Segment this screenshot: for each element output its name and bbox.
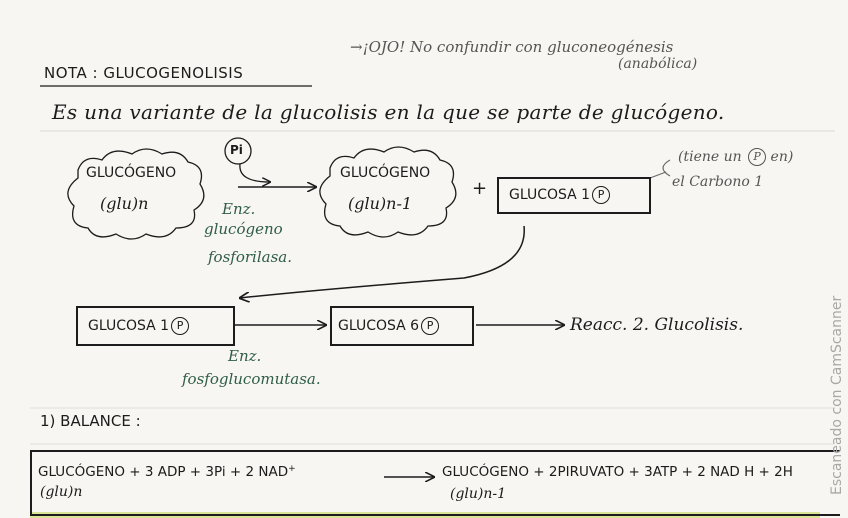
reactant-name: GLUCÓGENO <box>86 165 177 181</box>
phosphate-icon-2: P <box>171 317 189 335</box>
warning-note-sub: (anabólica) <box>618 56 698 72</box>
balance-heading: 1) BALANCE : <box>40 412 141 430</box>
balance-right-formula: (glu)n-1 <box>450 486 507 502</box>
row2-result: Reacc. 2. Glucolisis. <box>570 315 744 335</box>
row2-glucose-6p-box <box>330 306 474 346</box>
balance-right: GLUCÓGENO + 2PIRUVATO + 3ATP + 2 NAD H + 2H <box>442 464 793 480</box>
balance-left: GLUCÓGENO + 3 ADP + 3Pi + 2 NAD <box>38 464 289 480</box>
product-name: GLUCÓGENO <box>340 165 431 181</box>
side-note-2: el Carbono 1 <box>672 174 764 190</box>
camscanner-watermark: Escaneado con CamScanner <box>829 295 845 495</box>
side-note-1b: en) <box>770 149 794 165</box>
phosphate-icon-note: P <box>748 148 766 166</box>
product-cloud <box>320 147 456 237</box>
warning-note: →¡OJO! No confundir con gluconeogénesis <box>350 38 674 56</box>
reactant-formula: (glu)n <box>100 194 149 213</box>
side-note-1: (tiene un <box>678 149 742 165</box>
row2-glucose-1p-label: GLUCOSA 1 <box>88 318 170 334</box>
enzyme1-name: glucógeno <box>204 220 283 238</box>
row2-glucose-6p-label: GLUCOSA 6 <box>338 318 420 334</box>
plus-sign: + <box>472 178 488 199</box>
glucose-1p-label: GLUCOSA 1 <box>509 187 591 203</box>
enzyme1-abbrev: Enz. <box>222 200 256 218</box>
pi-label: Pi <box>230 143 243 157</box>
note-title: NOTA : GLUCOGENOLISIS <box>44 64 244 82</box>
enzyme2-name: fosfoglucomutasa. <box>182 370 321 388</box>
product-formula: (glu)n-1 <box>348 194 413 213</box>
balance-left-sup: + <box>288 464 296 474</box>
balance-left-formula: (glu)n <box>40 484 83 500</box>
enzyme1-name-2: fosforilasa. <box>208 248 292 266</box>
balance-equation-box <box>30 450 840 516</box>
phosphate-icon: P <box>592 186 610 204</box>
row2-glucose-1p-box <box>76 306 235 346</box>
glucose-1p-box <box>497 177 651 214</box>
phosphate-icon-3: P <box>421 317 439 335</box>
intro-sentence: Es una variante de la glucolisis en la que se parte de glucógeno. <box>52 100 725 124</box>
enzyme2-abbrev: Enz. <box>228 347 262 365</box>
